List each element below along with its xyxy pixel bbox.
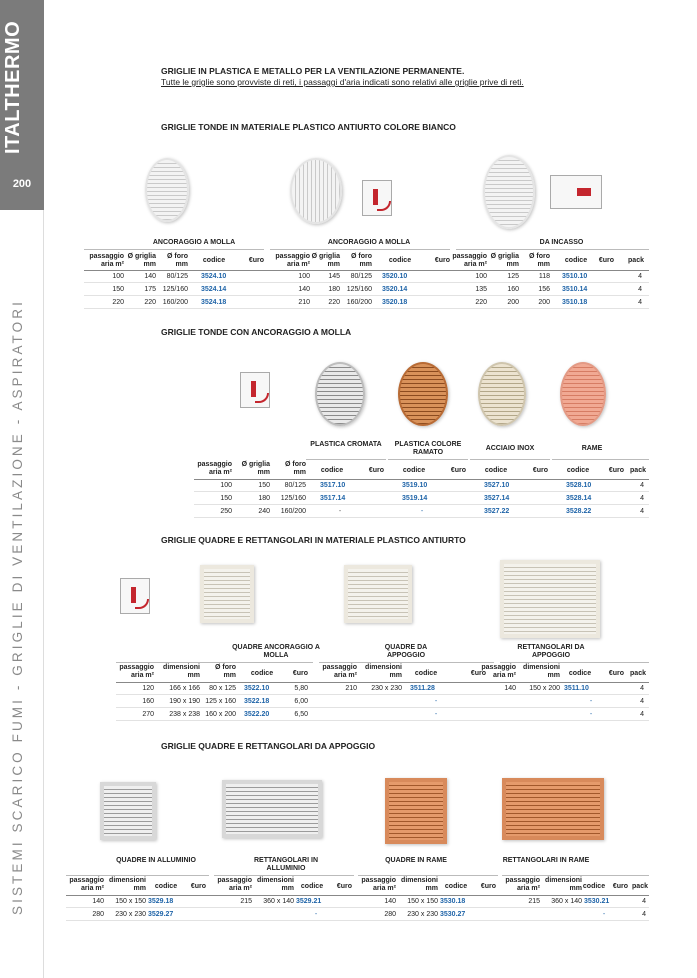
product-code[interactable]: 3524.14: [201, 286, 227, 293]
col-grid: Ø griglia mm: [127, 253, 156, 268]
product-image-3529-18: [100, 782, 156, 840]
brand-logo: ITALTHERMO: [2, 20, 24, 154]
col-euro: €uro: [608, 670, 624, 677]
table-row: 150 175 125/160 3524.14 140 180 125/160 3520.14 135 160 156 3510.14 4: [84, 284, 649, 296]
col-euro: €uro: [292, 670, 308, 677]
product-code[interactable]: 3529.21: [296, 898, 322, 905]
col-euro: €uro: [598, 257, 614, 264]
product-code[interactable]: 3528.22: [566, 508, 592, 515]
product-code[interactable]: 3522.10: [244, 685, 270, 692]
product-image-3524: [145, 158, 189, 222]
col-code: codice: [444, 883, 468, 890]
product-code[interactable]: 3527.14: [484, 495, 510, 502]
col-air: passaggio aria m²: [89, 253, 124, 268]
table-row: 150 180 125/160 3517.14 3519.14 3527.14 3528.14 4: [194, 493, 649, 505]
section3-table: [116, 644, 649, 724]
table-row: 100 150 80/125 3517.10 3519.10 3527.10 3528.10 4: [194, 480, 649, 492]
table-row: 250 240 160/200 - - 3527.22 3528.22 4: [194, 506, 649, 518]
group-label: PLASTICA CROMATA: [310, 441, 382, 448]
col-code: codice: [402, 467, 426, 474]
col-pack: pack: [630, 670, 646, 677]
col-euro: €uro: [190, 883, 206, 890]
col-euro: €uro: [532, 467, 548, 474]
col-air: passaggio aria m²: [481, 664, 516, 679]
section1-title: GRIGLIE TONDE IN MATERIALE PLASTICO ANTIURTO COLORE BIANCO: [161, 122, 456, 132]
col-euro: €uro: [450, 467, 466, 474]
col-dim: dimensioni mm: [257, 877, 294, 892]
table-row: 100 140 80/125 3524.10 100 145 80/125 3520.10 100 125 118 3510.10 4: [84, 271, 649, 283]
product-code[interactable]: 3524.10: [201, 273, 227, 280]
product-code[interactable]: 3524.18: [201, 299, 227, 306]
product-image-3522: [200, 565, 254, 623]
product-image-3519: [398, 362, 448, 426]
product-code[interactable]: 3511.28: [410, 685, 435, 692]
product-code[interactable]: 3527.22: [484, 508, 510, 515]
product-code[interactable]: 3510.10: [562, 273, 588, 280]
table-row: 280 230 x 230 3529.27 - 280 230 x 230 3530.27 - 4: [66, 909, 649, 921]
product-image-3511-28: [344, 565, 412, 623]
group-label: ACCIAIO INOX: [485, 445, 535, 452]
flush-fixing-icon: [550, 175, 602, 209]
group-label: QUADRE DA APPOGGIO: [384, 644, 428, 659]
product-code[interactable]: 3529.18: [148, 898, 174, 905]
col-euro: €uro: [612, 883, 628, 890]
page-number: 200: [12, 178, 32, 190]
sidebar-divider: [43, 210, 44, 978]
product-code[interactable]: 3522.18: [244, 698, 270, 705]
col-dim: dimensioni mm: [163, 664, 200, 679]
col-air: passaggio aria m²: [322, 664, 357, 679]
product-code[interactable]: 3522.20: [244, 711, 270, 718]
col-dim: dimensioni mm: [545, 877, 582, 892]
spring-fixing-icon: [240, 372, 270, 408]
section2-title: GRIGLIE TONDE CON ANCORAGGIO A MOLLA: [161, 327, 352, 337]
section1-table: [84, 239, 649, 314]
col-euro: €uro: [336, 883, 352, 890]
group-label: QUADRE IN ALLUMINIO: [116, 857, 196, 864]
product-image-3530-18: [385, 778, 447, 844]
group-label: RAME: [581, 445, 603, 452]
product-code[interactable]: 3517.14: [320, 495, 346, 502]
product-image-3520: [290, 158, 342, 224]
spring-fixing-icon: [120, 578, 150, 614]
price: 6,00: [294, 698, 308, 705]
group-label: PLASTICA COLORE RAMATO: [394, 441, 462, 456]
col-dim: dimensioni mm: [365, 664, 402, 679]
table-row: 270 238 x 238 160 x 200 3522.20 6,50 - - 4: [116, 709, 649, 721]
product-code[interactable]: 3530.18: [440, 898, 466, 905]
product-image-3527: [478, 362, 526, 426]
col-code: codice: [568, 670, 592, 677]
col-code: codice: [414, 670, 438, 677]
product-code[interactable]: 3511.10: [564, 685, 589, 692]
col-grid: Ø griglia mm: [490, 253, 519, 268]
col-hole: Ø foro mm: [285, 461, 306, 476]
product-code[interactable]: 3527.10: [484, 482, 510, 489]
product-code[interactable]: 3520.18: [382, 299, 408, 306]
product-code[interactable]: 3529.27: [148, 911, 174, 918]
table-row: 120 166 x 166 80 x 125 3522.10 5,80 210 230 x 230 3511.28 140 150 x 200 3511.10 4: [116, 683, 649, 695]
col-euro: €uro: [248, 257, 264, 264]
col-code: codice: [566, 467, 590, 474]
group-label: QUADRE ANCORAGGIO A MOLLA: [232, 644, 320, 659]
group-label: RETTANGOLARI IN RAME: [502, 857, 590, 864]
product-code[interactable]: 3520.14: [382, 286, 408, 293]
product-image-3529-21: [222, 780, 322, 838]
col-pack: pack: [628, 257, 644, 264]
section4-title: GRIGLIE QUADRE E RETTANGOLARI DA APPOGGIO: [161, 741, 376, 751]
col-code: codice: [250, 670, 274, 677]
col-code: codice: [582, 883, 606, 890]
product-code[interactable]: 3519.14: [402, 495, 428, 502]
col-dim: dimensioni mm: [523, 664, 560, 679]
col-euro: €uro: [470, 670, 486, 677]
section4-table: [66, 857, 649, 927]
product-code[interactable]: 3530.27: [440, 911, 466, 918]
group-label: DA INCASSO: [539, 239, 584, 246]
product-code[interactable]: 3510.18: [562, 299, 588, 306]
product-code[interactable]: 3528.14: [566, 495, 592, 502]
product-code[interactable]: 3520.10: [382, 273, 408, 280]
col-euro: €uro: [434, 257, 450, 264]
price: 6,50: [294, 711, 308, 718]
product-image-3510: [483, 155, 535, 229]
product-image-3511-10: [500, 560, 600, 638]
section-vertical-title: SISTEMI SCARICO FUMI - GRIGLIE DI VENTILAZIONE - ASPIRATORI: [10, 299, 25, 915]
col-air: passaggio aria m²: [452, 253, 487, 268]
spring-fixing-icon: [362, 180, 392, 216]
col-air: passaggio aria m²: [217, 877, 252, 892]
section2-table: [194, 441, 649, 521]
col-code: codice: [484, 467, 508, 474]
col-code: codice: [564, 257, 588, 264]
col-pack: pack: [632, 883, 648, 890]
intro-note: Tutte le griglie sono provviste di reti, i passaggi d'aria indicati sono relativi alle griglie prive di reti.: [161, 77, 524, 87]
col-air: passaggio aria m²: [197, 461, 232, 476]
section3-title: GRIGLIE QUADRE E RETTANGOLARI IN MATERIALE PLASTICO ANTIURTO: [161, 535, 466, 545]
price: 5,80: [294, 685, 308, 692]
product-image-3528: [560, 362, 606, 426]
product-image-3530-21: [502, 778, 604, 840]
col-code: codice: [388, 257, 412, 264]
product-code[interactable]: 3530.21: [584, 898, 610, 905]
col-code: codice: [154, 883, 178, 890]
col-air: passaggio aria m²: [361, 877, 396, 892]
col-euro: €uro: [368, 467, 384, 474]
group-label: ANCORAGGIO A MOLLA: [152, 239, 236, 246]
col-dim: dimensioni mm: [401, 877, 438, 892]
group-label: RETTANGOLARI IN ALLUMINIO: [253, 857, 319, 872]
product-image-3517: [315, 362, 365, 426]
col-code: codice: [202, 257, 226, 264]
col-hole: Ø foro mm: [215, 664, 236, 679]
table-row: 220 220 160/200 3524.18 210 220 160/200 3520.18 220 200 200 3510.18 4: [84, 297, 649, 309]
sidebar: [0, 0, 44, 978]
col-hole: Ø foro mm: [167, 253, 188, 268]
col-euro: €uro: [608, 467, 624, 474]
col-grid: Ø griglia mm: [241, 461, 270, 476]
col-grid: Ø griglia mm: [311, 253, 340, 268]
col-air: passaggio aria m²: [69, 877, 104, 892]
product-code[interactable]: 3528.10: [566, 482, 592, 489]
col-hole: Ø foro mm: [529, 253, 550, 268]
product-code[interactable]: 3519.10: [402, 482, 428, 489]
group-label: RETTANGOLARI DA APPOGGIO: [517, 644, 585, 659]
col-air: passaggio aria m²: [275, 253, 310, 268]
col-air: passaggio aria m²: [505, 877, 540, 892]
col-code: codice: [320, 467, 344, 474]
col-euro: €uro: [480, 883, 496, 890]
group-label: QUADRE IN RAME: [385, 857, 447, 864]
col-hole: Ø foro mm: [351, 253, 372, 268]
group-label: ANCORAGGIO A MOLLA: [327, 239, 411, 246]
product-code[interactable]: 3517.10: [320, 482, 346, 489]
col-code: codice: [300, 883, 324, 890]
product-code[interactable]: 3510.14: [562, 286, 588, 293]
col-dim: dimensioni mm: [109, 877, 146, 892]
col-pack: pack: [630, 467, 646, 474]
table-row: 160 190 x 190 125 x 160 3522.18 6,00 - - 4: [116, 696, 649, 708]
col-air: passaggio aria m²: [119, 664, 154, 679]
intro-title: GRIGLIE IN PLASTICA E METALLO PER LA VENTILAZIONE PERMANENTE.: [161, 66, 465, 76]
table-row: 140 150 x 150 3529.18 215 360 x 140 3529.21 140 150 x 150 3530.18 215 360 x 140 3530.21 4: [66, 896, 649, 908]
